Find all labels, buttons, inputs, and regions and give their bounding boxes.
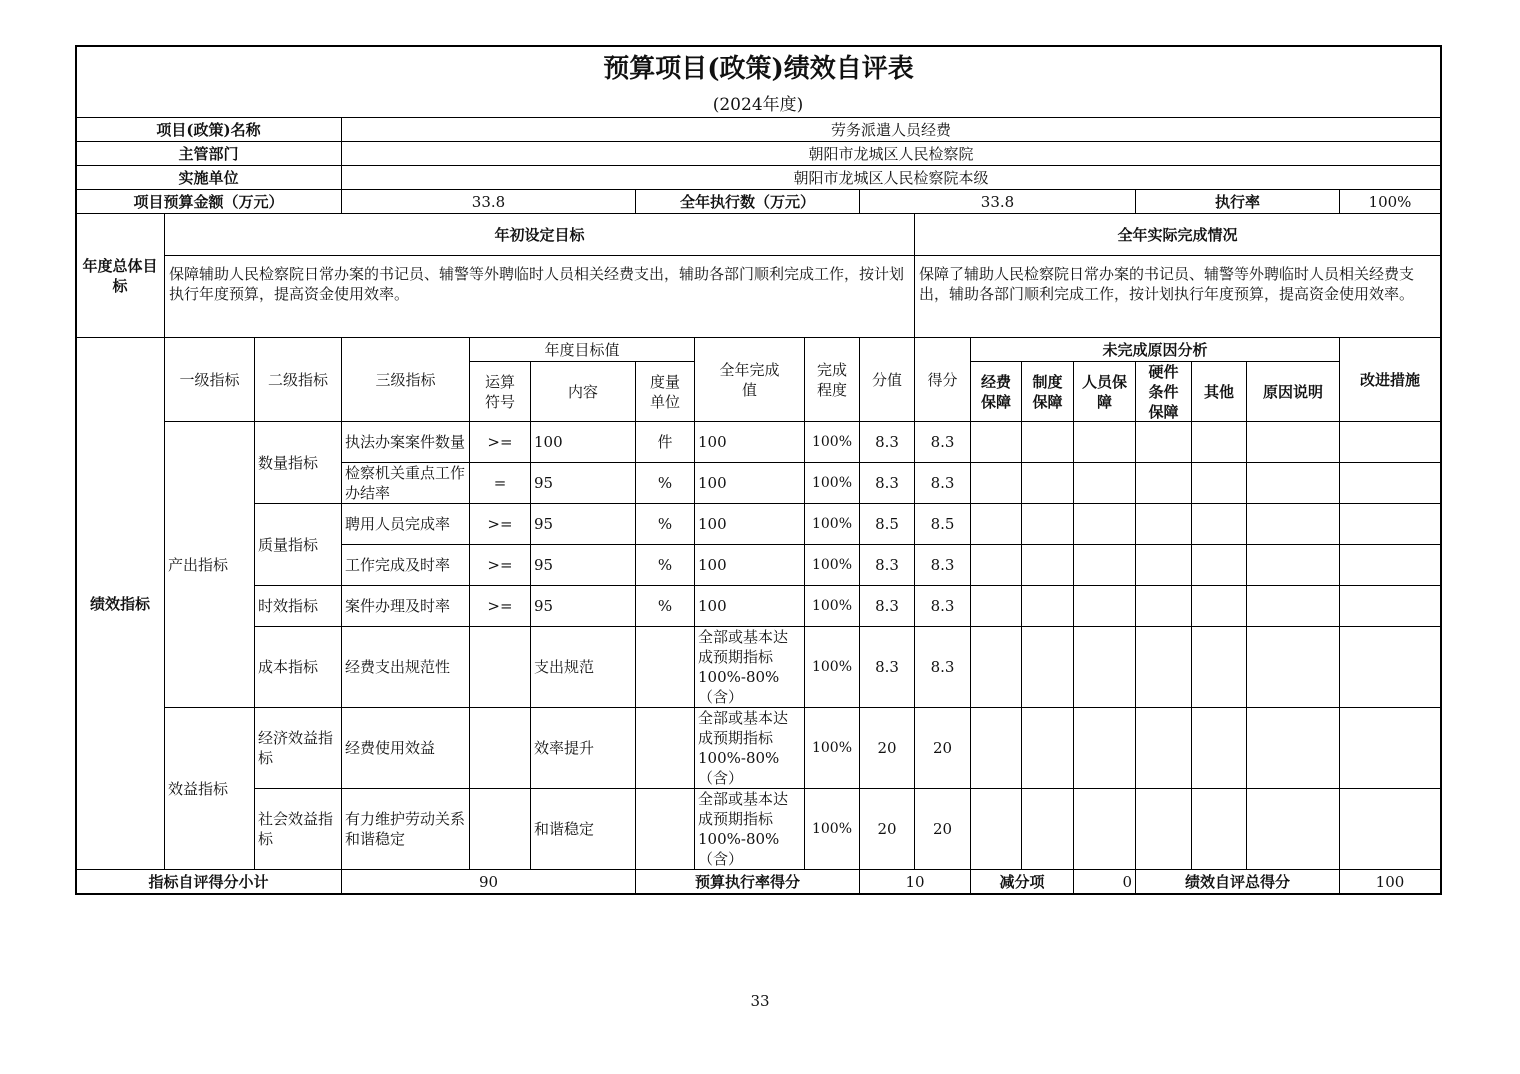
label-initial-goal-text: 年初设定目标 (494, 225, 585, 244)
header-reason (1247, 362, 1340, 422)
row-empty-cell (1022, 708, 1074, 789)
row-got (915, 463, 971, 504)
row-got-text: 8.3 (930, 474, 955, 492)
level1-benefit-text: 效益指标 (168, 779, 229, 798)
row-l3-text: 工作完成及时率 (345, 556, 451, 574)
row-got (915, 422, 971, 463)
header-full-year (695, 338, 805, 422)
form-year-text: (2024年度) (712, 94, 804, 115)
row-done-text: 100 (698, 556, 727, 574)
row-empty-cell (971, 504, 1022, 545)
row-empty-cell (1136, 708, 1192, 789)
row-empty-cell (1074, 586, 1136, 627)
row-l3-text: 聘用人员完成率 (345, 515, 451, 533)
value-unit-text: 朝阳市龙城区人民检察院本级 (793, 168, 989, 187)
label-dept (76, 142, 342, 166)
row-empty-cell (1136, 789, 1192, 870)
row-score-val (860, 463, 915, 504)
row-empty-cell (1247, 504, 1340, 545)
value-unit (342, 166, 1441, 190)
row-empty-cell (1074, 545, 1136, 586)
row-got (915, 789, 971, 870)
value-rate (1340, 190, 1441, 214)
row-l3-text: 检察机关重点工作办结率 (345, 464, 466, 502)
label-executed (636, 190, 860, 214)
row-content-text: 100 (534, 433, 563, 451)
header-op (470, 362, 531, 422)
value-deduct (1074, 870, 1136, 894)
row-op (470, 545, 531, 586)
row-degree-text: 100% (811, 740, 853, 756)
level2-timeliness-text: 时效指标 (258, 597, 319, 615)
header-l2-text: 二级指标 (267, 370, 328, 389)
row-unit (636, 708, 695, 789)
row-got (915, 545, 971, 586)
row-done (695, 545, 805, 586)
row-done (695, 504, 805, 545)
row-score-val (860, 586, 915, 627)
row-unit-text: 件 (657, 433, 673, 451)
label-dept-text: 主管部门 (178, 144, 239, 163)
row-l3 (342, 789, 470, 870)
level2-social-text: 社会效益指标 (258, 810, 334, 848)
row-empty-cell (1340, 545, 1441, 586)
level2-quantity (255, 422, 342, 504)
level2-quantity-text: 数量指标 (258, 453, 319, 472)
value-dept-text: 朝阳市龙城区人民检察院 (808, 144, 974, 163)
header-l3-text: 三级指标 (375, 370, 436, 389)
header-reason-text: 原因说明 (1262, 382, 1323, 401)
level2-quality (255, 504, 342, 586)
header-got-text: 得分 (927, 370, 958, 389)
row-degree-text: 100% (811, 821, 853, 837)
label-perf-text: 绩效指标 (89, 594, 150, 613)
row-empty-cell (1136, 422, 1192, 463)
row-l3 (342, 422, 470, 463)
row-got (915, 708, 971, 789)
value-subtotal-text: 90 (478, 872, 499, 891)
row-op-text: >= (487, 515, 513, 533)
row-degree-text: 100% (811, 598, 853, 614)
row-op-text: >= (487, 556, 513, 574)
row-content (531, 422, 636, 463)
row-l3 (342, 504, 470, 545)
row-degree (805, 545, 860, 586)
row-degree (805, 789, 860, 870)
row-score-val-text: 8.5 (875, 515, 899, 533)
row-content (531, 545, 636, 586)
row-l3-text: 执法办案案件数量 (345, 433, 466, 451)
level2-quality-text: 质量指标 (258, 535, 319, 554)
row-content-text: 95 (534, 515, 554, 533)
label-subtotal-text: 指标自评得分小计 (148, 872, 269, 891)
row-content-text: 95 (534, 474, 554, 492)
row-empty-cell (1247, 586, 1340, 627)
row-degree (805, 463, 860, 504)
row-op (470, 586, 531, 627)
row-empty-cell (1136, 545, 1192, 586)
label-initial-goal (165, 214, 915, 256)
header-degree-text: 完成程度 (816, 360, 847, 399)
row-empty-cell (1074, 789, 1136, 870)
row-empty-cell (971, 545, 1022, 586)
row-empty-cell (1192, 789, 1247, 870)
row-content (531, 504, 636, 545)
row-l3-text: 案件办理及时率 (345, 597, 451, 615)
label-unit-text: 实施单位 (178, 168, 239, 187)
row-empty-cell (1022, 463, 1074, 504)
label-executed-text: 全年执行数（万元） (679, 192, 815, 211)
row-score-val (860, 708, 915, 789)
row-empty-cell (1136, 504, 1192, 545)
row-empty-cell (1022, 422, 1074, 463)
row-unit (636, 586, 695, 627)
row-l3 (342, 708, 470, 789)
row-empty-cell (1074, 627, 1136, 708)
row-done-text: 100 (698, 433, 727, 451)
value-budget-score-text: 10 (905, 872, 925, 891)
label-annual-goal (76, 214, 165, 338)
header-improve (1340, 338, 1441, 422)
row-score-val-text: 8.3 (875, 474, 899, 492)
row-empty-cell (971, 586, 1022, 627)
row-op (470, 627, 531, 708)
form-title (76, 46, 1441, 92)
row-empty-cell (1022, 504, 1074, 545)
row-l3-text: 有力维护劳动关系和谐稳定 (345, 810, 466, 848)
row-empty-cell (1340, 463, 1441, 504)
row-empty-cell (1340, 789, 1441, 870)
header-got (915, 338, 971, 422)
header-degree (805, 338, 860, 422)
level1-output (165, 422, 255, 708)
row-got-text: 8.3 (930, 556, 955, 574)
value-total (1340, 870, 1441, 894)
header-score-val (860, 338, 915, 422)
label-budget-score-text: 预算执行率得分 (694, 872, 800, 891)
row-done (695, 708, 805, 789)
row-empty-cell (1022, 627, 1074, 708)
row-empty-cell (971, 789, 1022, 870)
label-project-name-text: 项目(政策)名称 (156, 120, 261, 139)
header-hardware (1136, 362, 1192, 422)
row-empty-cell (1192, 708, 1247, 789)
row-empty-cell (1192, 586, 1247, 627)
row-got-text: 8.5 (930, 515, 955, 533)
row-unit-text: % (657, 515, 673, 533)
header-content (531, 362, 636, 422)
row-unit-text: % (657, 597, 673, 615)
value-dept (342, 142, 1441, 166)
header-improve-text: 改进措施 (1359, 370, 1420, 389)
row-l3-text: 经费支出规范性 (345, 658, 451, 676)
row-empty-cell (1074, 708, 1136, 789)
row-l3-text: 经费使用效益 (345, 739, 436, 757)
row-op-text: >= (487, 597, 513, 615)
row-degree (805, 504, 860, 545)
row-empty-cell (1340, 627, 1441, 708)
row-done (695, 789, 805, 870)
header-unfinished (971, 338, 1340, 362)
row-degree-text: 100% (811, 516, 853, 532)
label-perf (76, 338, 165, 870)
row-content (531, 708, 636, 789)
row-degree-text: 100% (811, 557, 853, 573)
value-executed (860, 190, 1136, 214)
row-op (470, 708, 531, 789)
row-empty-cell (1247, 627, 1340, 708)
row-op (470, 422, 531, 463)
value-rate-text: 100% (1368, 192, 1412, 211)
row-score-val (860, 789, 915, 870)
row-l3 (342, 627, 470, 708)
row-empty-cell (1074, 463, 1136, 504)
page-number: 33 (750, 992, 770, 1010)
row-empty-cell (1247, 789, 1340, 870)
header-other-text: 其他 (1203, 382, 1234, 401)
header-staff (1074, 362, 1136, 422)
row-done (695, 463, 805, 504)
header-score-val-text: 分值 (871, 370, 902, 389)
label-budget-score (636, 870, 860, 894)
value-total-text: 100 (1375, 872, 1405, 891)
header-l2 (255, 338, 342, 422)
row-content (531, 789, 636, 870)
row-empty-cell (1074, 504, 1136, 545)
row-content (531, 463, 636, 504)
header-hardware-text: 硬件条件保障 (1148, 362, 1179, 421)
row-empty-cell (1022, 545, 1074, 586)
row-empty-cell (1136, 586, 1192, 627)
form-year (76, 92, 1441, 118)
header-target (470, 338, 695, 362)
row-degree (805, 708, 860, 789)
row-unit (636, 504, 695, 545)
row-empty-cell (971, 627, 1022, 708)
row-score-val (860, 545, 915, 586)
form-title-text: 预算项目(政策)绩效自评表 (603, 54, 914, 84)
value-actual-text: 保障了辅助人民检察院日常办案的书记员、辅警等外聘临时人员相关经费支出，辅助各部门顺利完成工作，按计划执行年度预算，提高资金使用效率。 (919, 265, 1415, 303)
row-unit (636, 422, 695, 463)
label-project-name (76, 118, 342, 142)
row-done-text: 全部或基本达成预期指标100%-80%（含） (698, 709, 789, 787)
row-empty-cell (971, 422, 1022, 463)
row-empty-cell (1340, 586, 1441, 627)
row-degree (805, 627, 860, 708)
row-score-val-text: 8.3 (875, 433, 899, 451)
row-done-text: 100 (698, 515, 727, 533)
header-system-text: 制度保障 (1032, 372, 1063, 411)
label-rate-text: 执行率 (1214, 192, 1260, 211)
header-l1-text: 一级指标 (179, 370, 240, 389)
value-project-name (342, 118, 1441, 142)
value-subtotal (342, 870, 636, 894)
row-empty-cell (1340, 422, 1441, 463)
row-degree-text: 100% (811, 434, 853, 450)
row-got-text: 8.3 (930, 658, 955, 676)
label-annual-goal-text: 年度总体目标 (82, 256, 158, 295)
row-content (531, 627, 636, 708)
row-done (695, 422, 805, 463)
row-empty-cell (1022, 789, 1074, 870)
row-unit-text: % (657, 474, 673, 492)
row-empty-cell (1074, 422, 1136, 463)
row-score-val-text: 20 (877, 820, 897, 838)
row-unit (636, 463, 695, 504)
row-score-val-text: 20 (877, 739, 897, 757)
header-l3 (342, 338, 470, 422)
row-got (915, 627, 971, 708)
row-op-text: >= (487, 433, 513, 451)
value-actual (915, 256, 1441, 338)
row-content-text: 95 (534, 556, 554, 574)
header-fund-text: 经费保障 (980, 372, 1011, 411)
row-score-val-text: 8.3 (875, 658, 899, 676)
value-executed-text: 33.8 (980, 192, 1015, 211)
row-done (695, 586, 805, 627)
header-measure (636, 362, 695, 422)
value-budget-score (860, 870, 971, 894)
level1-benefit (165, 708, 255, 870)
level1-output-text: 产出指标 (168, 555, 229, 574)
row-unit-text: % (657, 556, 673, 574)
row-score-val-text: 8.3 (875, 597, 899, 615)
header-measure-text: 度量单位 (649, 372, 680, 411)
header-full-year-text: 全年完成值 (719, 360, 780, 399)
row-score-val (860, 422, 915, 463)
row-content-text: 效率提升 (534, 739, 595, 757)
row-op-text: = (493, 474, 507, 492)
header-op-text: 运算符号 (484, 372, 515, 411)
row-done (695, 627, 805, 708)
row-empty-cell (971, 708, 1022, 789)
row-score-val (860, 627, 915, 708)
row-content-text: 95 (534, 597, 554, 615)
label-budget-text: 项目预算金额（万元） (133, 192, 284, 211)
row-l3 (342, 545, 470, 586)
row-empty-cell (1136, 463, 1192, 504)
row-content-text: 和谐稳定 (534, 820, 595, 838)
row-done-text: 全部或基本达成预期指标100%-80%（含） (698, 628, 789, 706)
row-got (915, 504, 971, 545)
header-target-text: 年度目标值 (544, 340, 620, 359)
label-total (1136, 870, 1340, 894)
row-empty-cell (1340, 708, 1441, 789)
row-empty-cell (1192, 422, 1247, 463)
value-initial-goal-text: 保障辅助人民检察院日常办案的书记员、辅警等外聘临时人员相关经费支出，辅助各部门顺利完成工作，按计划执行年度预算，提高资金使用效率。 (169, 265, 905, 303)
label-actual (915, 214, 1441, 256)
row-empty-cell (1247, 422, 1340, 463)
row-l3 (342, 463, 470, 504)
row-unit (636, 789, 695, 870)
label-actual-text: 全年实际完成情况 (1117, 225, 1238, 244)
row-empty-cell (1247, 463, 1340, 504)
row-unit (636, 545, 695, 586)
row-empty-cell (1136, 627, 1192, 708)
level2-cost (255, 627, 342, 708)
value-deduct-text: 0 (1122, 872, 1132, 891)
row-empty-cell (1247, 545, 1340, 586)
row-done-text: 全部或基本达成预期指标100%-80%（含） (698, 790, 789, 868)
row-empty-cell (1192, 545, 1247, 586)
row-empty-cell (971, 463, 1022, 504)
row-degree (805, 586, 860, 627)
label-deduct-text: 减分项 (999, 872, 1045, 891)
row-content (531, 586, 636, 627)
value-initial-goal (165, 256, 915, 338)
level2-economic-text: 经济效益指标 (258, 729, 334, 767)
header-other (1192, 362, 1247, 422)
label-subtotal (76, 870, 342, 894)
row-empty-cell (1022, 586, 1074, 627)
value-project-name-text: 劳务派遣人员经费 (830, 120, 951, 139)
row-empty-cell (1340, 504, 1441, 545)
row-op (470, 504, 531, 545)
label-unit (76, 166, 342, 190)
row-score-val (860, 504, 915, 545)
row-empty-cell (1192, 463, 1247, 504)
row-op (470, 789, 531, 870)
header-system (1022, 362, 1074, 422)
label-total-text: 绩效自评总得分 (1184, 872, 1290, 891)
level2-social (255, 789, 342, 870)
row-score-val-text: 8.3 (875, 556, 899, 574)
row-got-text: 8.3 (930, 433, 955, 451)
header-content-text: 内容 (567, 382, 598, 401)
row-got-text: 20 (932, 739, 953, 757)
row-op (470, 463, 531, 504)
header-staff-text: 人员保障 (1081, 372, 1127, 411)
row-empty-cell (1192, 504, 1247, 545)
header-unfinished-text: 未完成原因分析 (1102, 340, 1208, 359)
row-got (915, 586, 971, 627)
header-l1 (165, 338, 255, 422)
level2-timeliness (255, 586, 342, 627)
row-got-text: 20 (932, 820, 953, 838)
row-degree-text: 100% (811, 475, 853, 491)
row-content-text: 支出规范 (534, 658, 595, 676)
level2-cost-text: 成本指标 (258, 658, 319, 676)
row-empty-cell (1247, 708, 1340, 789)
label-rate (1136, 190, 1340, 214)
row-done-text: 100 (698, 597, 727, 615)
value-budget (342, 190, 636, 214)
row-unit (636, 627, 695, 708)
label-budget (76, 190, 342, 214)
row-empty-cell (1192, 627, 1247, 708)
level2-economic (255, 708, 342, 789)
row-got-text: 8.3 (930, 597, 955, 615)
row-l3 (342, 586, 470, 627)
row-degree-text: 100% (811, 659, 853, 675)
row-done-text: 100 (698, 474, 727, 492)
header-fund (971, 362, 1022, 422)
row-degree (805, 422, 860, 463)
label-deduct (971, 870, 1074, 894)
value-budget-text: 33.8 (471, 192, 506, 211)
